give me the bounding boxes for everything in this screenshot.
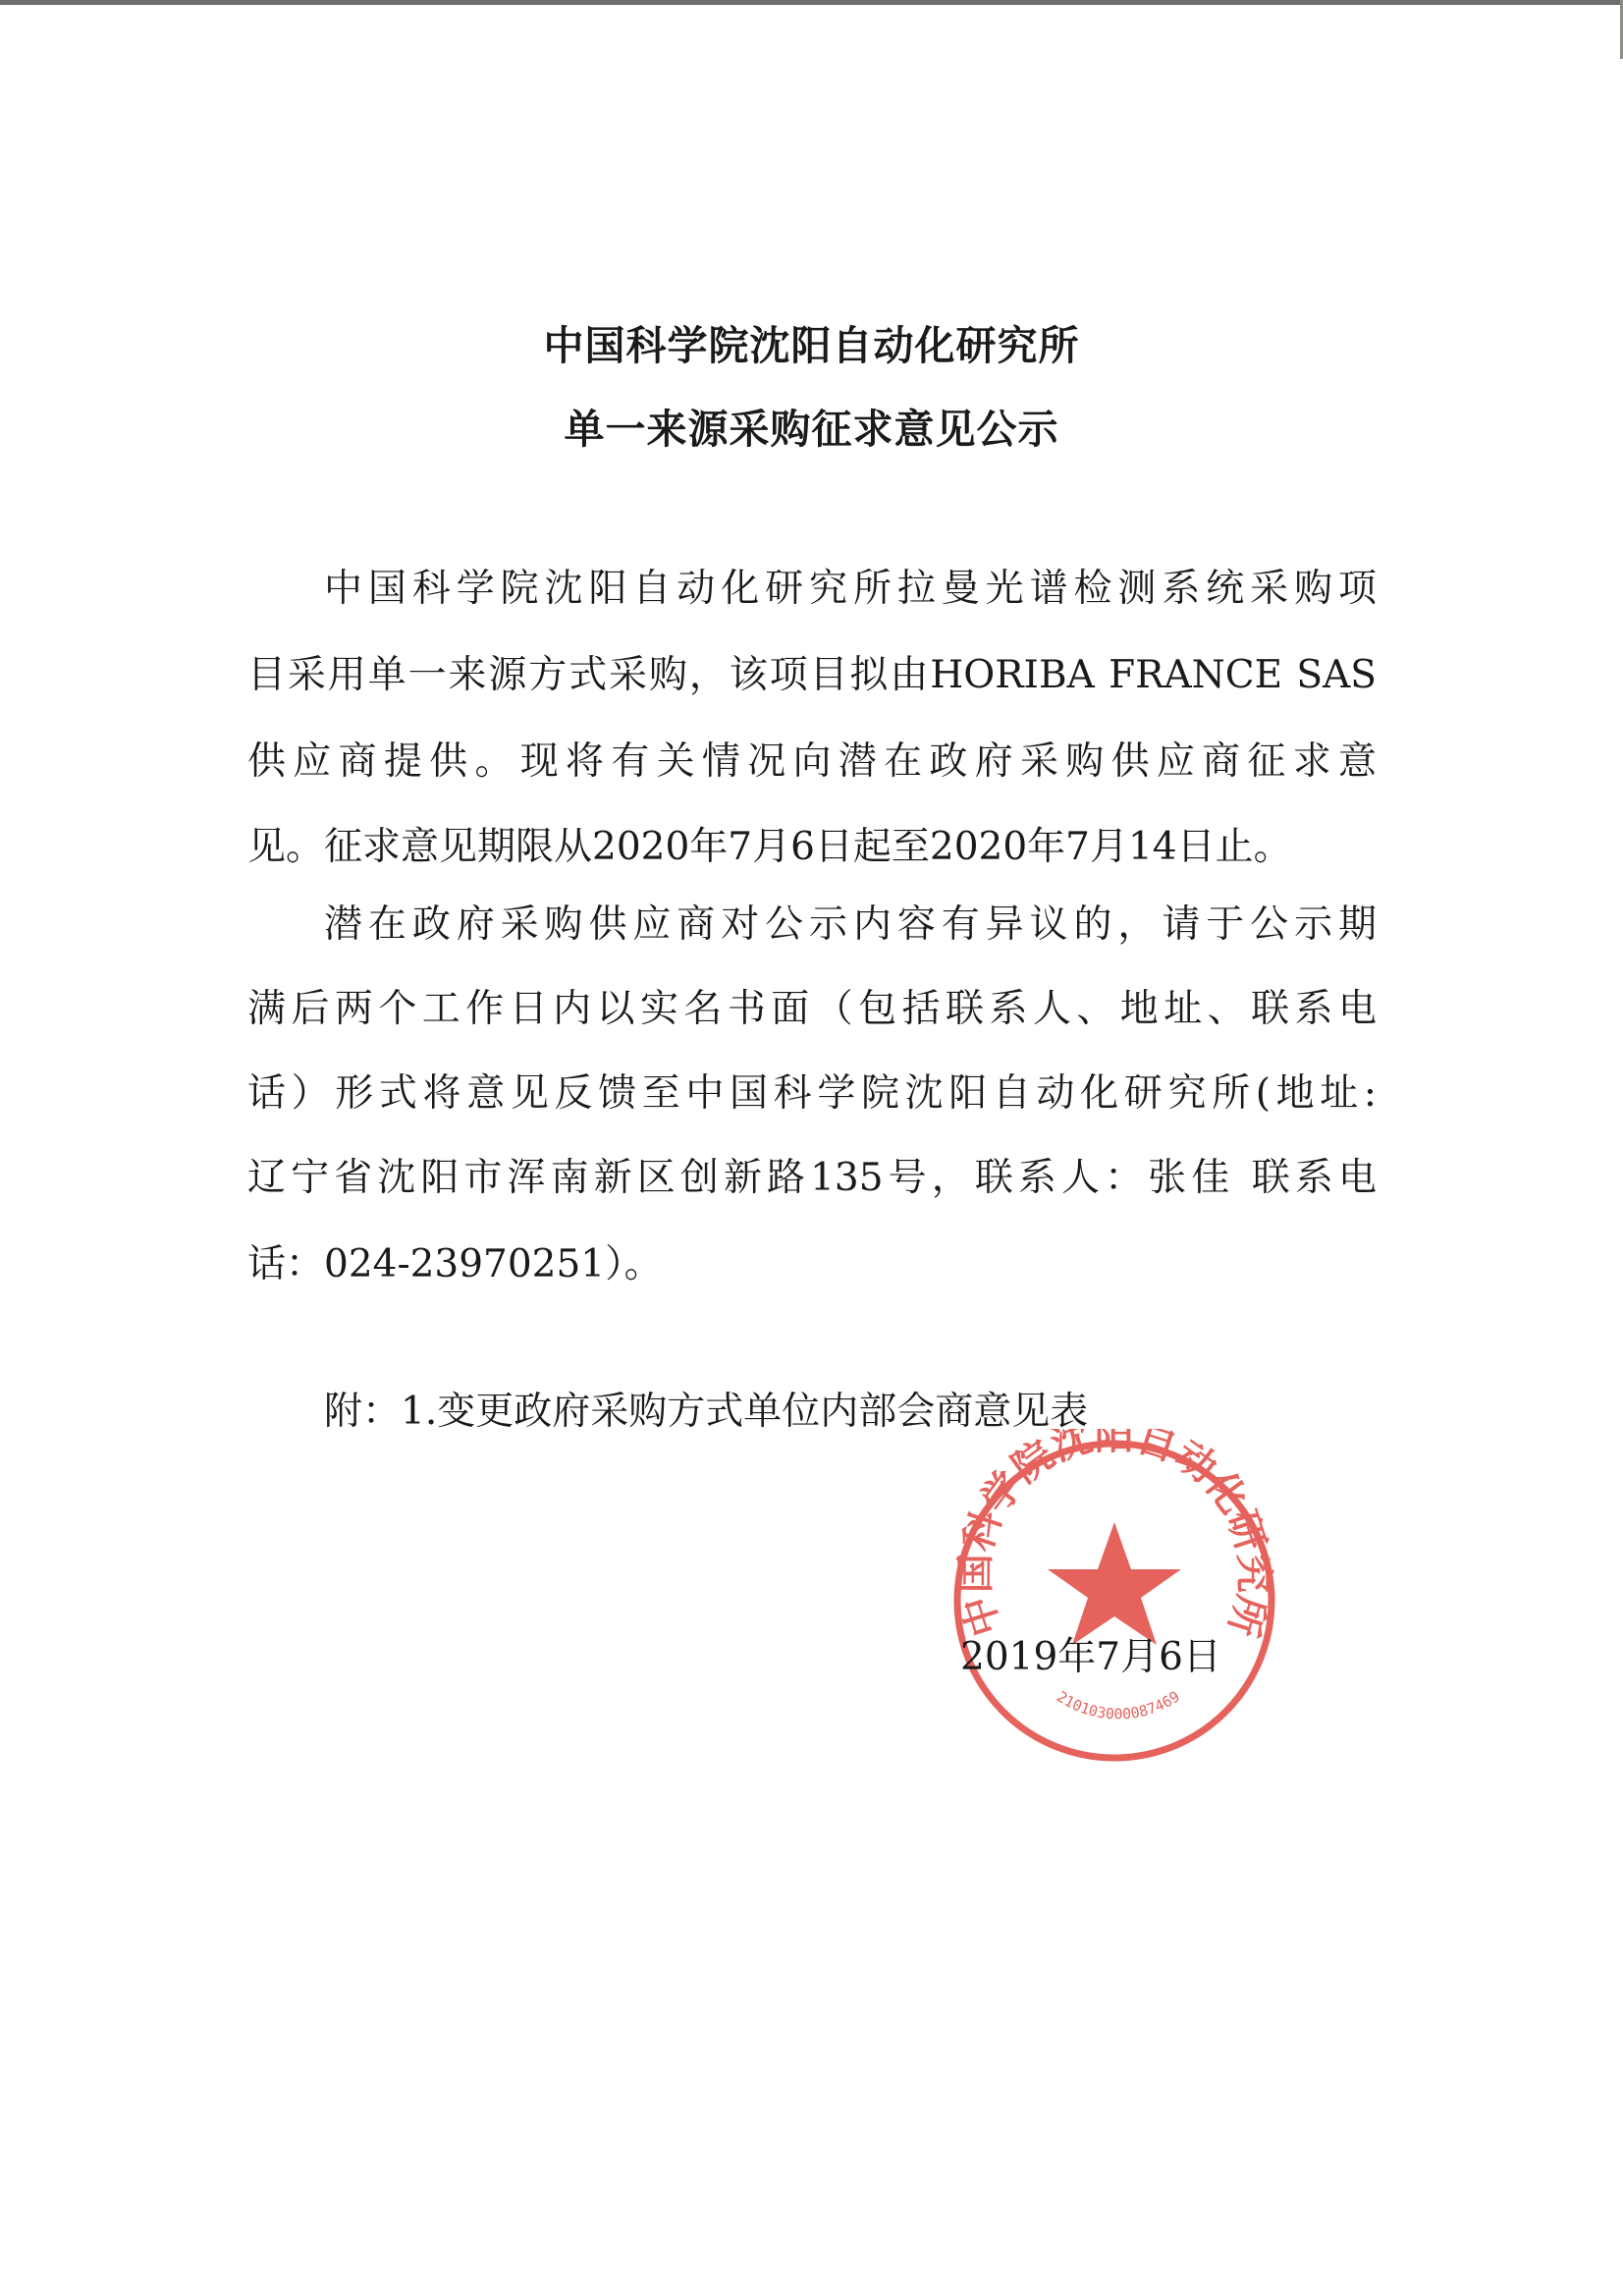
para1-line3: 供应商提供。现将有关情况向潜在政府采购供应商征求意 (247, 739, 1377, 784)
para2-line3: 话）形式将意见反馈至中国科学院沈阳自动化研究所(地址: (247, 1071, 1377, 1116)
para2-line5: 话：024-23970251）。 (247, 1242, 663, 1286)
para1-line2: 目采用单一来源方式采购，该项目拟由HORIBA FRANCE SAS (247, 653, 1377, 697)
para2-line2: 满后两个工作日内以实名书面（包括联系人、地址、联系电 (247, 987, 1377, 1031)
para1-line4: 见。征求意见期限从2020年7月6日起至2020年7月14日止。 (247, 825, 1292, 869)
para1-line1: 中国科学院沈阳自动化研究所拉曼光谱检测系统采购项 (324, 567, 1377, 611)
scan-top-edge (0, 0, 1623, 5)
document-title-line2: 单一来源采购征求意见公示 (564, 406, 1059, 453)
official-seal (943, 1429, 1286, 1773)
seal-text: 中国科学院沈阳自动化研究所 (952, 1429, 1276, 1642)
para2-line4: 辽宁省沈阳市浑南新区创新路135号，联系人：张佳 联系电 (247, 1156, 1377, 1200)
para2-line1: 潜在政府采购供应商对公示内容有异议的，请于公示期 (324, 902, 1377, 947)
attachment-line: 附：1.变更政府采购方式单位内部会商意见表 (324, 1390, 1089, 1434)
seal-number: 210103000087469 (1054, 1687, 1183, 1723)
document-date: 2019年7月6日 (960, 1635, 1221, 1679)
document-title-line1: 中国科学院沈阳自动化研究所 (543, 322, 1080, 369)
seal-star-icon (1048, 1522, 1181, 1645)
seal-graphic (943, 1429, 1286, 1773)
